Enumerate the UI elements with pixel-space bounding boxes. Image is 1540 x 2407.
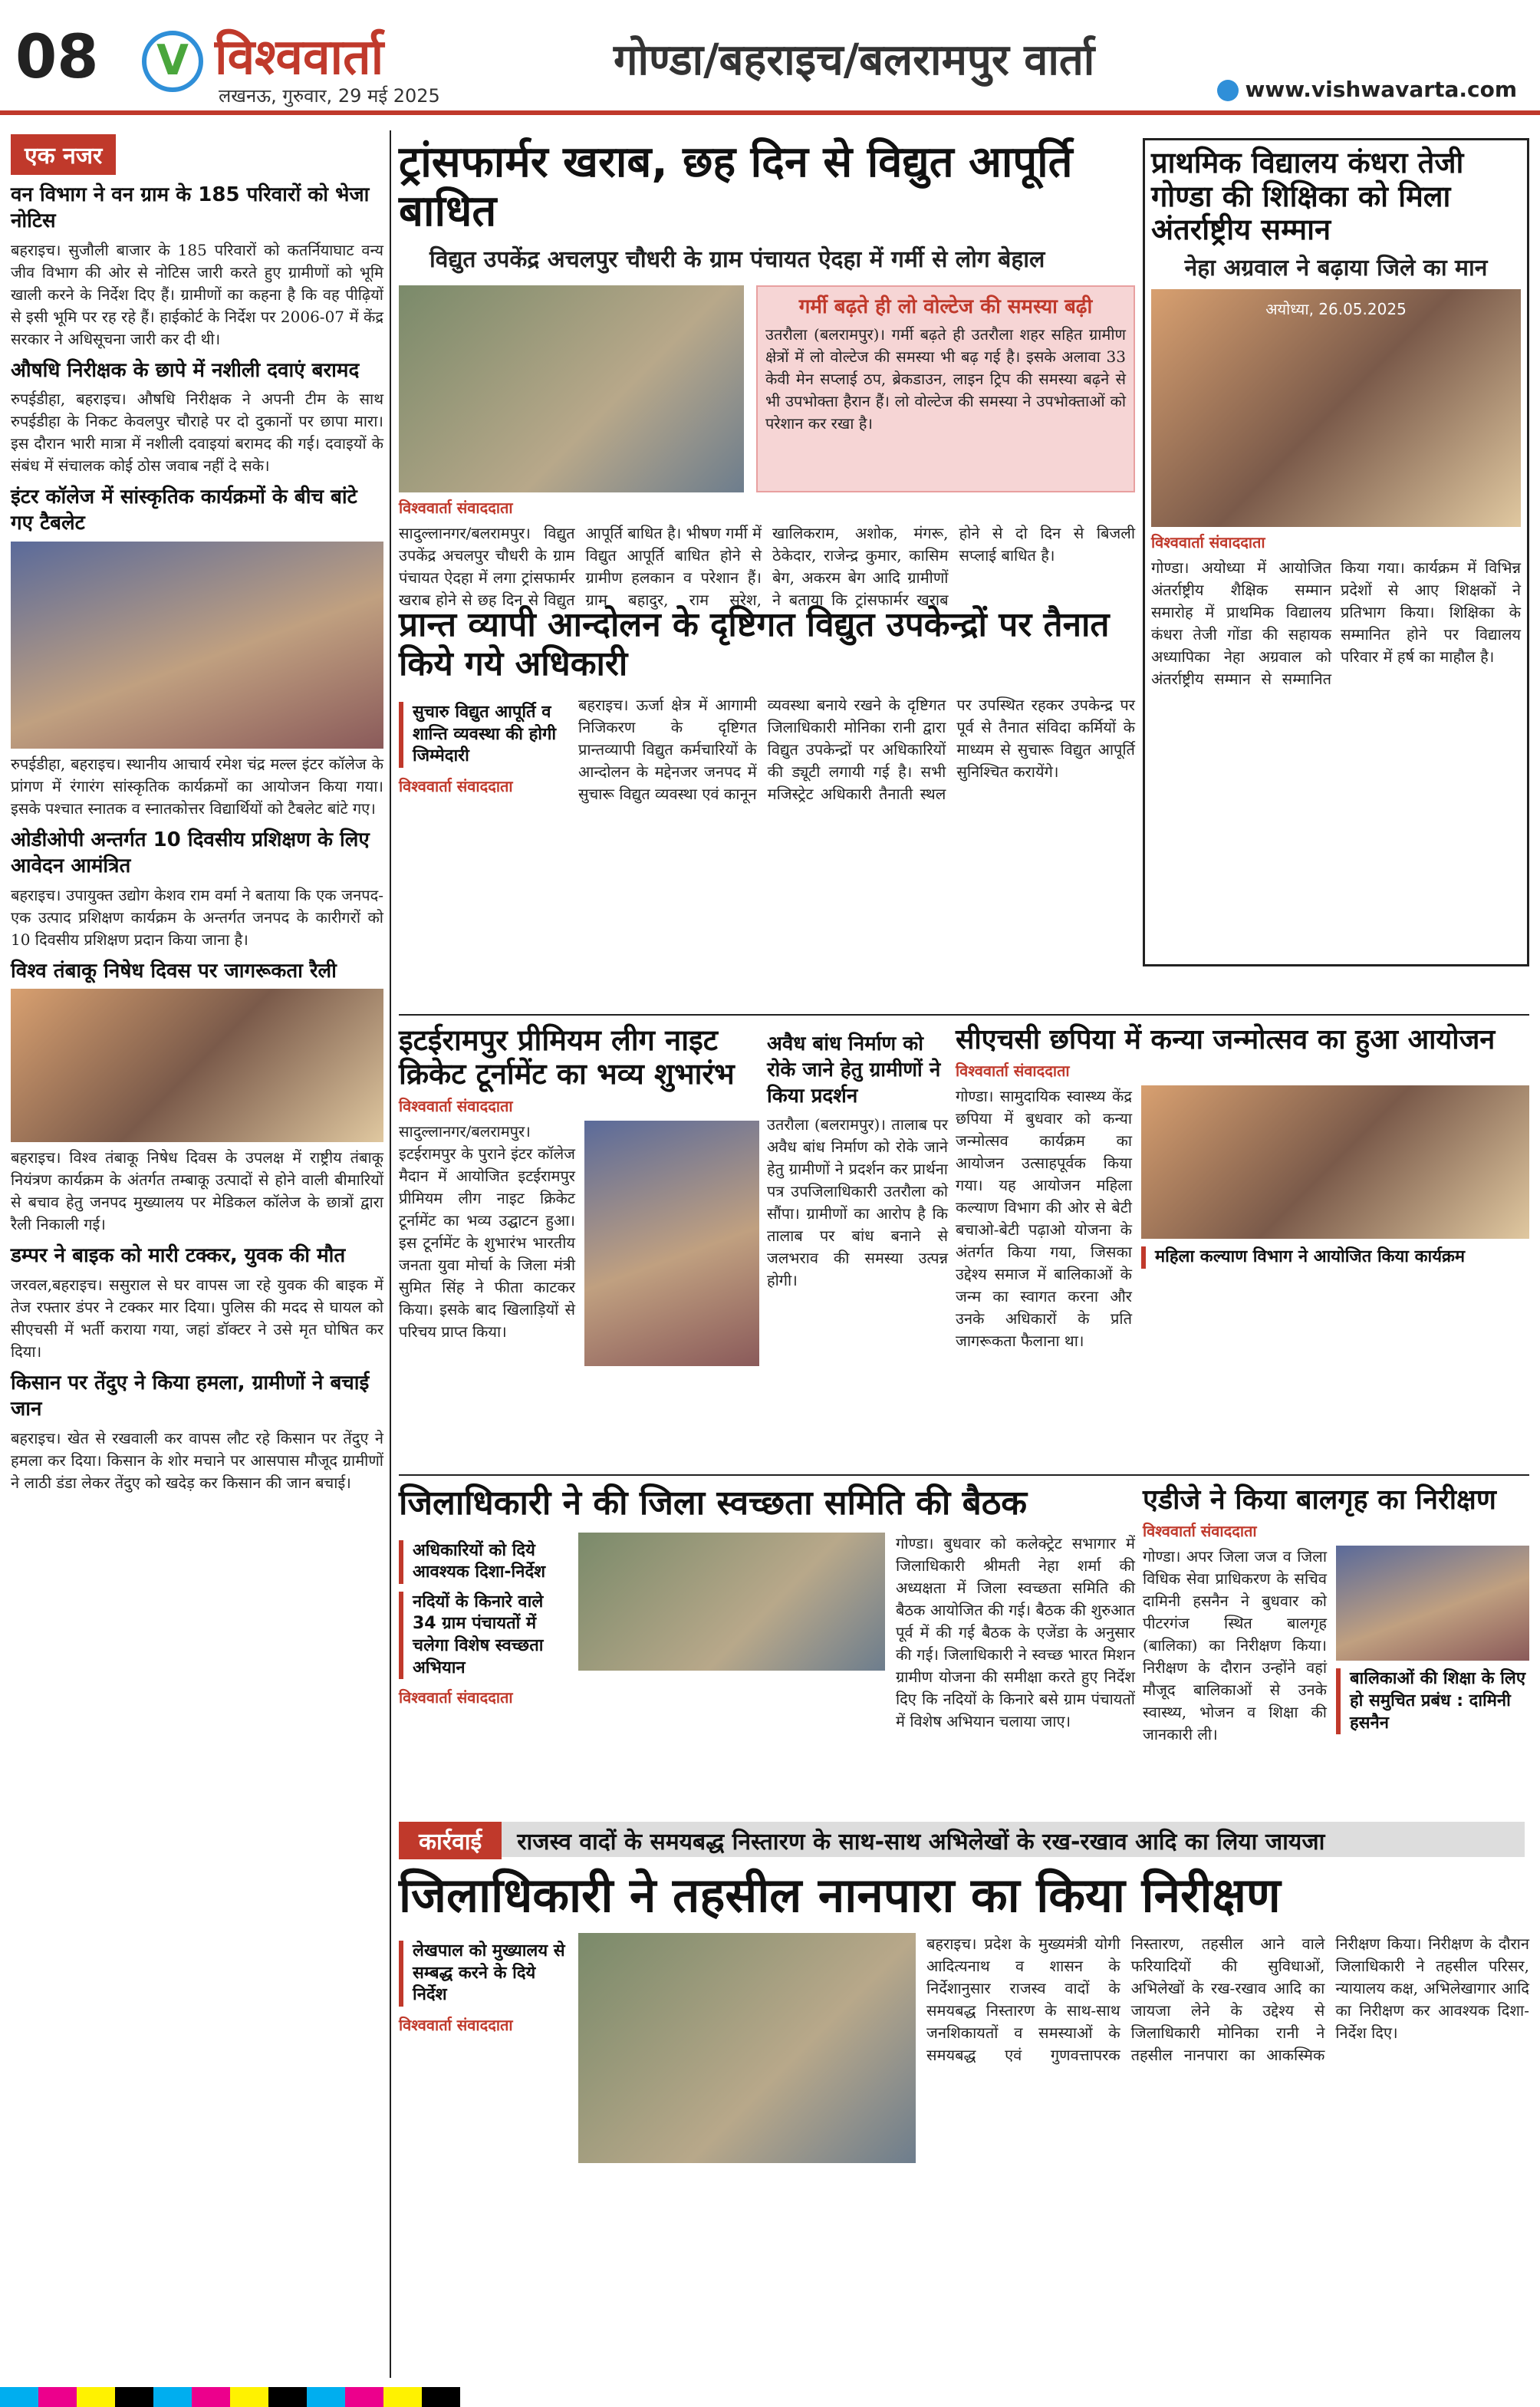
page-number: 08 [15,23,99,92]
award-photo [1151,289,1521,527]
swachh-story [399,1484,1135,1814]
prant-story [399,606,1135,1005]
dateline: लखनऊ, गुरुवार, 29 मई 2025 [219,85,440,107]
headline: इटईरामपुर प्रीमियम लीग नाइट क्रिकेट टूर्नामेंट का भव्य शुभारंभ [399,1023,735,1091]
headline: सीएचसी छपिया में कन्या जन्मोत्सव का हुआ आयोजन [956,1024,1496,1055]
article-body: सादुल्लानगर/बलरामपुर। विद्युत उपकेंद्र अचलपुर चौधरी के ग्राम पंचायत ऐदहा में लगा ट्रांसफार्मर खराब होने से छह दिन से विद्युत आपूर्ति बाधित है। भीषण गर्मी में विद्युत आपूर्ति बाधित होने से ग्रामीण हलकान व परेशान हैं। ग्राम बहादुर, राम सुरेश, खालिकराम, अशोक, मंगरू, ठेकेदार, राजेन्द्र कुमार, कासिम बेग, अकरम बेग आदि ग्रामीणों ने बताया कि ट्रांसफार्मर खराब होने से दो दिन से बिजली सप्लाई बाधित है। [399,523,1135,609]
event-photo [1141,1085,1529,1239]
article-body: गोण्डा। अपर जिला जज व जिला विधिक सेवा प्राधिकरण के सचिव दामिनी हसनैन ने बुधवार को पीटरगंज स्थित बालगृह (बालिका) का निरीक्षण किया। निरीक्षण के दौरान उन्होंने वहां मौजूद बालिकाओं से उनके स्वास्थ्य, भोजन व शिक्षा की जानकारी ली। [1143,1547,1327,1744]
color-registration-bar [0,2387,1540,2407]
kanya-story [956,1024,1529,1469]
article-body: बहराइच। ऊर्जा क्षेत्र में आगामी निजिकरण के दृष्टिगत प्रान्तव्यापी विद्युत कर्मचारियों के आन्दोलन के मद्देनजर जनपद में सुचारू विद्युत व्यवस्था एवं कानून व्यवस्था बनाये रखने के दृष्टिगत जिलाधिकारी मोनिका रानी द्वारा विद्युत उपकेन्द्रों पर अधिकारियों की ड्यूटी लगायी गई है। सभी मजिस्ट्रेट अधिकारी तैनाती स्थल पर उपस्थित रहकर उपकेन्द्र पर पूर्व से तैनात संविदा कर्मियों के माध्यम से सुचारू विद्युत आपूर्ति सुनिश्चित करायेंगे। [578,696,1135,804]
info-box-title: गर्मी बढ़ते ही लो वोल्टेज की समस्या बढ़ी [798,295,1093,318]
byline: विश्ववार्ता संवाददाता [1143,1522,1257,1541]
dam-story [767,1024,948,1469]
lead-story [399,137,1135,609]
byline: विश्ववार्ता संवाददाता [1151,533,1265,552]
article-body: रुपईडीहा, बहराइच। स्थानीय आचार्य रमेश चंद्र मल्ल इंटर कॉलेज के प्रांगण में रंगारंग सांस्कृतिक कार्यक्रमों का आयोजन किया गया। इसके पश्चात स्नातक व स्नातकोत्तर विद्यार्थियों को टैबलेट बांटे गए। [11,754,383,818]
cricket-story [399,1024,759,1469]
inspection-photo [578,1933,916,2163]
logo-icon: V [142,31,203,92]
action-strip [399,1822,1525,1857]
headline: प्रान्त व्यापी आन्दोलन के दृष्टिगत विद्युत उपकेन्द्रों पर तैनात किये गये अधिकारी [399,605,1110,683]
masthead-header [0,0,1540,115]
article-body: जरवल,बहराइच। ससुराल से घर वापस जा रहे युवक की बाइक में तेज रफ्तार डंपर ने टक्कर मार दिया। पुलिस की मदद से घायल को सीएचसी में भर्ती कराया गया, जहां डॉक्टर ने उसे मृत घोषित कर दिया। [11,1276,383,1362]
byline: विश्ववार्ता संवाददाता [399,1688,513,1707]
article-body: बहराइच। विश्व तंबाकू निषेध दिवस के उपलक्ष में राष्ट्रीय तंबाकू नियंत्रण कार्यक्रम के अंतर्गत तम्बाकू उत्पादों से होने वाली बीमारियों से बचाव हेतु जनपद मुख्यालय पर मेडिकल कॉलेज के छात्रों द्वारा रैली निकाली गई। [11,1148,383,1234]
headline: प्राथमिक विद्यालय कंधरा तेजी गोण्डा की शिक्षिका को मिला अंतर्राष्ट्रीय सम्मान [1151,146,1464,247]
headline: इंटर कॉलेज में सांस्कृतिक कार्यक्रमों के बीच बांटे गए टैबलेट [11,486,357,535]
article-body: बहराइच। खेत से रखवाली कर वापस लौट रहे किसान पर तेंदुए ने हमला कर दिया। किसान के शोर मचाने पर आसपास मौजूद ग्रामीणों ने लाठी डंडा लेकर तेंदुए को खदेड़ कर किसान की जान बचाई। [11,1428,383,1492]
headline: ओडीओपी अन्तर्गत 10 दिवसीय प्रशिक्षण के लिए आवेदन आमंत्रित [11,828,370,878]
newspaper-title: विश्ववार्ता [215,29,384,86]
headline: एडीजे ने किया बालगृह का निरीक्षण [1143,1484,1496,1516]
article-body: सादुल्लानगर/बलरामपुर। इटईरामपुर के पुराने इंटर कॉलेज मैदान में आयोजित इटईरामपुर प्रीमियम लीग नाइट क्रिकेट टूर्नामेंट का भव्य उद्घाटन हुआ। इस टूर्नामेंट के शुभारंभ भारतीय जनता युवा मोर्चा के जिला मंत्री सुमित सिंह ने फीता काटकर किया। इसके बाद खिलाड़ियों से परिचय प्राप्त किया। [399,1122,575,1342]
bullet-point: नदियों के किनारे वाले 34 ग्राम पंचायतों में चलेगा विशेष स्वच्छता अभियान [399,1592,568,1679]
section-tag: एक नजर [11,134,116,175]
article-body: उतरौला (बलरामपुर)। तालाब पर अवैध बांध निर्माण को रोके जाने हेतु ग्रामीणों ने प्रदर्शन कर प्रार्थना पत्र उपजिलाधिकारी उतरौला को सौंपा। ग्रामीणों का आरोप है कि तालाब पर बांध बनाने से जलभराव की समस्या उत्पन्न होगी। [767,1115,948,1290]
award-story [1143,138,1529,966]
transformer-photo [399,285,744,492]
globe-icon [1217,80,1239,101]
byline: विश्ववार्ता संवाददाता [956,1062,1070,1081]
lead-headline: ट्रांसफार्मर खराब, छह दिन से विद्युत आपूर्ति बाधित [399,137,1073,237]
article-body: गोण्डा। सामुदायिक स्वास्थ्य केंद्र छपिया में बुधवार को कन्या जन्मोत्सव कार्यक्रम का आयोजन उत्साहपूर्वक किया गया। यह आयोजन महिला कल्याण विभाग की ओर से बेटी बचाओ-बेटी पढ़ाओ योजना के अंतर्गत किया गया, जिसका उद्देश्य समाज में बालिकाओं के जन्म का स्वागत करना और उनके अधिकारों के प्रति जागरूकता फैलाना था। [956,1087,1132,1351]
section-rule [399,1474,1529,1476]
headline: औषधि निरीक्षक के छापे में नशीली दवाएं बरामद [11,358,360,382]
subheadline: नेहा अग्रवाल ने बढ़ाया जिले का मान [1184,255,1488,282]
article-body: बहराइच। उपायुक्त उद्योग केशव राम वर्मा ने बताया कि एक जनपद-एक उत्पाद प्रशिक्षण कार्यक्रम के अन्तर्गत जनपद के कारीगरों को 10 दिवसीय प्रशिक्षण प्रदान किया जाना है। [11,885,383,949]
byline: विश्ववार्ता संवाददाता [399,1097,513,1116]
article-body: बहराइच। प्रदेश के मुख्यमंत्री योगी आदित्यनाथ व शासन के निर्देशानुसार राजस्व वादों के समयबद्ध निस्तारण के साथ-साथ जनशिकायतों व समस्याओं के समयबद्ध एवं गुणवत्तापरक निस्तारण, तहसील आने वाले फरियादियों की सुविधाओं, अभिलेखों के रख-रखाव आदि का जायजा लेने के उद्देश्य से जिलाधिकारी मोनिका रानी ने तहसील नानपारा का आकस्मिक निरीक्षण किया। निरीक्षण के दौरान जिलाधिकारी ने तहसील परिसर, न्यायालय कक्ष, अभिलेखागार आदि का निरीक्षण कर आवश्यक दिशा-निर्देश दिए। [926,1934,1529,2065]
website-link[interactable] [1217,77,1517,102]
rally-photo [11,989,383,1142]
article-body: गोण्डा। अयोध्या में आयोजित अंतर्राष्ट्रीय शैक्षिक सम्मान समारोह में प्राथमिक विद्यालय कंधरा तेजी गोंडा की सहायक अध्यापिका नेहा अग्रवाल को अंतर्राष्ट्रीय सम्मान से सम्मानित किया गया। कार्यक्रम में विभिन्न प्रदेशों से आए शिक्षकों ने प्रतिभाग किया। शिक्षिका के सम्मानित होने पर विद्यालय परिवार में हर्ष का माहौल है। [1151,558,1521,689]
column-rule [390,130,391,2378]
article-body: गोण्डा। बुधवार को कलेक्ट्रेट सभागार में जिलाधिकारी श्रीमती नेहा शर्मा की अध्यक्षता में जिला स्वच्छता समिति की बैठक आयोजित की गई। बैठक की शुरुआत पूर्व में की गई बैठक के एजेंडा के अनुसार की गई। जिलाधिकारी ने स्वच्छ भारत मिशन ग्रामीण योजना की समीक्षा करते हुए निर्देश दिए कि नदियों के किनारे बसे ग्राम पंचायतों में विशेष अभियान चलाया जाए। [896,1533,1135,1730]
cricket-photo [584,1121,759,1366]
region-title: गोण्डा/बहराइच/बलरामपुर वार्ता [614,35,1095,85]
nanpara-story [399,1868,1529,2374]
info-box-body: उतरौला (बलरामपुर)। गर्मी बढ़ते ही उतरौला शहर सहित ग्रामीण क्षेत्रों में लो वोल्टेज की समस्या भी बढ़ गई है। इसके अलावा 33 केवी मेन सप्लाई ठप, ब्रेकडाउन, लाइन ट्रिप की समस्या बढ़ने से भी उपभोक्ता हैरान हैं। लो वोल्टेज की समस्या ने उपभोक्ताओं को परेशान कर रखा है। [765,324,1126,433]
section-rule [399,1014,1529,1016]
headline: जिलाधिकारी ने तहसील नानपारा का किया निरीक्षण [399,1867,1281,1923]
article-body: बहराइच। सुजौली बाजार के 185 परिवारों को कतर्नियाघाट वन्य जीव विभाग की ओर से नोटिस जारी करते हुए ग्रामीणों को भूमि खाली करने के निर्देश दिए हैं। ग्रामीणों का कहना है कि वह पीढ़ियों से इसी भूमि पर रह रहे हैं। हाईकोर्ट के निर्देश पर 2006-07 में केंद्र सरकार ने अधिसूचना जारी कर दी थी। [11,240,383,348]
website-text: www.vishwavarta.com [1245,77,1517,102]
byline: विश्ववार्ता संवाददाता [399,498,513,517]
headline: किसान पर तेंदुए ने किया हमला, ग्रामीणों ने बचाई जान [11,1371,370,1421]
action-line: राजस्व वादों के समयबद्ध निस्तारण के साथ-साथ अभिलेखों के रख-रखाव आदि का लिया जायजा [517,1829,1325,1855]
byline: विश्ववार्ता संवाददाता [399,776,513,795]
lead-subheadline: विद्युत उपकेंद्र अचलपुर चौधरी के ग्राम पंचायत ऐदहा में गर्मी से लोग बेहाल [429,245,1045,273]
balgrih-photo [1336,1546,1529,1661]
headline: अवैध बांध निर्माण को रोके जाने हेतु ग्रामीणों ने किया प्रदर्शन [767,1032,941,1108]
bullet-point: सुचारु विद्युत आपूर्ति व शान्ति व्यवस्था की होगी जिम्मेदारी [399,702,568,768]
headline: विश्व तंबाकू निषेध दिवस पर जागरूकता रैली [11,959,337,983]
action-tag: कार्रवाई [399,1822,502,1859]
bullet-point: लेखपाल को मुख्यालय से सम्बद्ध करने के दिये निर्देश [399,1941,568,2007]
meeting-photo [578,1533,885,1671]
bullet-point: बालिकाओं की शिक्षा के लिए हो समुचित प्रबंध : दामिनी हसनैन [1336,1668,1529,1734]
byline: विश्ववार्ता संवाददाता [399,2016,513,2035]
event-photo [11,542,383,749]
left-column [11,134,383,2382]
info-box [756,285,1135,492]
headline: वन विभाग ने वन ग्राम के 185 परिवारों को भेजा नोटिस [11,183,370,232]
article-body: रुपईडीहा, बहराइच। औषधि निरीक्षक ने अपनी टीम के साथ रुपईडीहा के निकट केवलपुर चौराहे पर दो दुकानों पर छापा मारा। इस दौरान भारी मात्रा में नशीली दवाइयां बरामद की गई। दवाइयों के संबंध में संचालक कोई ठोस जवाब नहीं दे सके। [11,390,383,476]
photo-caption: अयोध्या, 26.05.2025 [1265,300,1407,319]
bullet-point: महिला कल्याण विभाग ने आयोजित किया कार्यक्रम [1141,1246,1529,1269]
headline: डम्पर ने बाइक को मारी टक्कर, युवक की मौत [11,1244,346,1268]
bullet-point: अधिकारियों को दिये आवश्यक दिशा-निर्देश [399,1540,568,1584]
balgrih-story [1143,1484,1529,1814]
headline: जिलाधिकारी ने की जिला स्वच्छता समिति की बैठक [399,1483,1028,1523]
